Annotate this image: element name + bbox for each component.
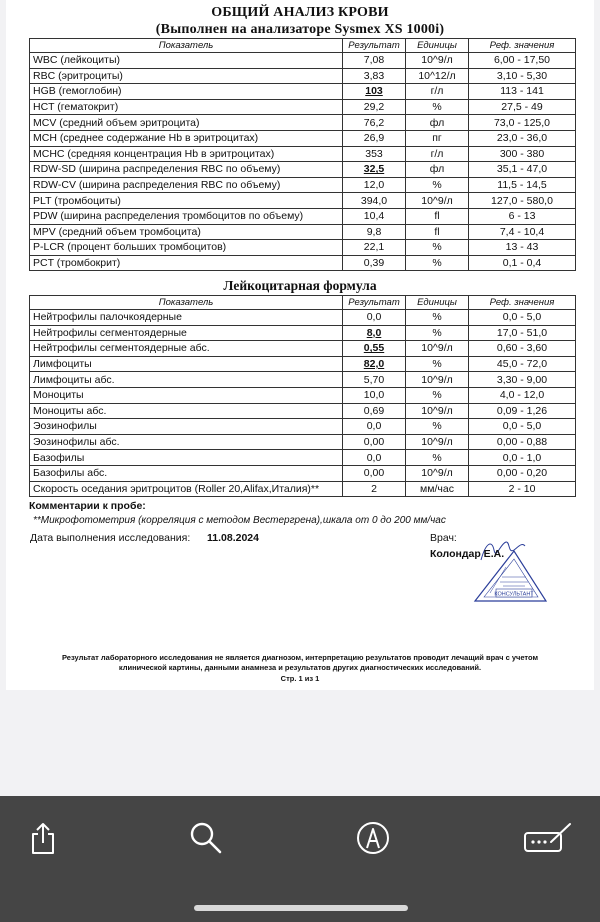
column-header-parameter: Показатель: [30, 39, 343, 53]
result-value: [343, 356, 406, 372]
reference-range: 0,0 - 5,0: [469, 419, 576, 435]
result-value: [343, 325, 406, 341]
result-value: 394,0: [343, 193, 406, 209]
table-row: [30, 310, 576, 326]
unit-value: мм/час: [406, 481, 469, 497]
unit-value: г/л: [406, 146, 469, 162]
reference-range: 0,0 - 1,0: [469, 450, 576, 466]
unit-value: fl: [406, 224, 469, 240]
parameter-name: Эозинофилы: [30, 419, 343, 435]
unit-value: %: [406, 356, 469, 372]
flagged-result: 82,0: [363, 358, 385, 371]
reference-range: 0,00 - 0,88: [469, 434, 576, 450]
reference-range: 3,10 - 5,30: [469, 68, 576, 84]
reference-range: 127,0 - 580,0: [469, 193, 576, 209]
parameter-name: MCHC (средняя концентрация Hb в эритроцитах): [30, 146, 343, 162]
unit-value: 10^12/л: [406, 68, 469, 84]
reference-range: 0,09 - 1,26: [469, 403, 576, 419]
unit-value: %: [406, 325, 469, 341]
column-header-result: Результат: [343, 296, 406, 310]
flagged-result: 8,0: [366, 326, 382, 339]
table-row: [30, 403, 576, 419]
column-header-parameter: Показатель: [30, 296, 343, 310]
cbc-table: [29, 38, 576, 271]
parameter-name: HCT (гематокрит): [30, 99, 343, 115]
reference-range: 45,0 - 72,0: [469, 356, 576, 372]
unit-value: %: [406, 310, 469, 326]
table-row: [30, 240, 576, 256]
table-row: [30, 387, 576, 403]
result-value: 2: [343, 481, 406, 497]
parameter-name: MPV (средний объем тромбоцита): [30, 224, 343, 240]
share-icon: [28, 821, 58, 855]
table-row: [30, 193, 576, 209]
result-value: 7,08: [343, 53, 406, 69]
table-row: [30, 450, 576, 466]
result-value: [343, 84, 406, 100]
result-value: 0,39: [343, 255, 406, 271]
signature-icon: [523, 821, 573, 855]
unit-value: %: [406, 240, 469, 256]
parameter-name: P-LCR (процент больших тромбоцитов): [30, 240, 343, 256]
footer-disclaimer-line2: клинической картины, данными анамнеза и результатов других диагностических исследований.: [118, 663, 482, 672]
parameter-name: MCH (среднее содержание Hb в эритроцитах): [30, 130, 343, 146]
unit-value: 10^9/л: [406, 434, 469, 450]
table-row: [30, 224, 576, 240]
table-row: [30, 84, 576, 100]
unit-value: fl: [406, 208, 469, 224]
reference-range: 11,5 - 14,5: [469, 177, 576, 193]
reference-range: 0,60 - 3,60: [469, 341, 576, 357]
result-value: 12,0: [343, 177, 406, 193]
parameter-name: RDW-CV (ширина распределения RBC по объему): [30, 177, 343, 193]
reference-range: 7,4 - 10,4: [469, 224, 576, 240]
result-value: [343, 341, 406, 357]
unit-value: 10^9/л: [406, 341, 469, 357]
doctor-label: Врач:: [430, 532, 457, 544]
markup-button[interactable]: [355, 820, 391, 856]
unit-value: 10^9/л: [406, 465, 469, 481]
flagged-result: 0,55: [363, 342, 385, 355]
column-header-units: Единицы: [406, 39, 469, 53]
share-button[interactable]: [25, 820, 61, 856]
column-header-reference: Реф. значения: [469, 296, 576, 310]
result-value: 0,00: [343, 465, 406, 481]
result-value: 22,1: [343, 240, 406, 256]
unit-value: 10^9/л: [406, 372, 469, 388]
result-value: 0,00: [343, 434, 406, 450]
reference-range: 23,0 - 36,0: [469, 130, 576, 146]
column-header-units: Единицы: [406, 296, 469, 310]
report-title: ОБЩИЙ АНАЛИЗ КРОВИ: [211, 5, 389, 20]
result-value: 0,69: [343, 403, 406, 419]
search-button[interactable]: [188, 820, 224, 856]
column-header-result: Результат: [343, 39, 406, 53]
report-subtitle: (Выполнен на анализаторе Sysmex XS 1000i): [155, 22, 445, 37]
parameter-name: Нейтрофилы сегментоядерные абс.: [30, 341, 343, 357]
parameter-name: Моноциты абс.: [30, 403, 343, 419]
unit-value: фл: [406, 115, 469, 131]
unit-value: г/л: [406, 84, 469, 100]
reference-range: 35,1 - 47,0: [469, 162, 576, 178]
table-row: [30, 53, 576, 69]
table-row: [30, 465, 576, 481]
parameter-name: Лимфоциты: [30, 356, 343, 372]
parameter-name: HGB (гемоглобин): [30, 84, 343, 100]
signature-button[interactable]: [523, 820, 573, 856]
unit-value: %: [406, 177, 469, 193]
result-value: 353: [343, 146, 406, 162]
reference-range: 300 - 380: [469, 146, 576, 162]
table-row: [30, 419, 576, 435]
reference-range: 27,5 - 49: [469, 99, 576, 115]
unit-value: фл: [406, 162, 469, 178]
unit-value: %: [406, 419, 469, 435]
home-indicator: [194, 905, 408, 911]
reference-range: 0,1 - 0,4: [469, 255, 576, 271]
reference-range: 2 - 10: [469, 481, 576, 497]
table-row: [30, 208, 576, 224]
parameter-name: Нейтрофилы палочкоядерные: [30, 310, 343, 326]
parameter-name: PDW (ширина распределения тромбоцитов по объему): [30, 208, 343, 224]
parameter-name: RDW-SD (ширина распределения RBC по объему): [30, 162, 343, 178]
reference-range: 6 - 13: [469, 208, 576, 224]
parameter-name: Лимфоциты абс.: [30, 372, 343, 388]
table-row: [30, 68, 576, 84]
table-row: [30, 325, 576, 341]
unit-value: %: [406, 450, 469, 466]
result-value: 0,0: [343, 419, 406, 435]
result-value: 10,0: [343, 387, 406, 403]
unit-value: 10^9/л: [406, 193, 469, 209]
reference-range: 13 - 43: [469, 240, 576, 256]
table-row: [30, 341, 576, 357]
unit-value: пг: [406, 130, 469, 146]
parameter-name: Базофилы: [30, 450, 343, 466]
table-row: [30, 115, 576, 131]
table-row: [30, 372, 576, 388]
table-row: [30, 162, 576, 178]
reference-range: 17,0 - 51,0: [469, 325, 576, 341]
result-value: 3,83: [343, 68, 406, 84]
table-row: [30, 356, 576, 372]
result-value: 0,0: [343, 310, 406, 326]
flagged-result: 32,5: [363, 163, 385, 176]
result-value: 5,70: [343, 372, 406, 388]
page-number: Стр. 1 из 1: [280, 674, 320, 683]
doctor-name: Колондар Е.А.: [430, 548, 505, 560]
reference-range: 4,0 - 12,0: [469, 387, 576, 403]
stamp-text: КОНСУЛЬТАНТ: [494, 591, 534, 598]
table-row: [30, 177, 576, 193]
reference-range: 6,00 - 17,50: [469, 53, 576, 69]
parameter-name: Базофилы абс.: [30, 465, 343, 481]
reference-range: 0,0 - 5,0: [469, 310, 576, 326]
result-value: 0,0: [343, 450, 406, 466]
footer-disclaimer-line1: Результат лабораторного исследования не является диагнозом, интерпретацию результатов проводит лечащий врач с учетом: [61, 653, 539, 662]
date-label: Дата выполнения исследования:: [30, 532, 191, 544]
parameter-name: WBC (лейкоциты): [30, 53, 343, 69]
parameter-name: Нейтрофилы сегментоядерные: [30, 325, 343, 341]
date-value: 11.08.2024: [207, 532, 259, 544]
column-header-reference: Реф. значения: [469, 39, 576, 53]
table-row: [30, 434, 576, 450]
table-row: [30, 99, 576, 115]
reference-range: 0,00 - 0,20: [469, 465, 576, 481]
table-row: [30, 146, 576, 162]
result-value: [343, 162, 406, 178]
parameter-name: MCV (средний объем эритроцита): [30, 115, 343, 131]
markup-icon: [356, 821, 390, 855]
parameter-name: Эозинофилы абс.: [30, 434, 343, 450]
parameter-name: Скорость оседания эритроцитов (Roller 20,Alifax,Италия)**: [30, 481, 343, 497]
leukocyte-table: [29, 295, 576, 497]
search-icon: [189, 821, 223, 855]
unit-value: %: [406, 255, 469, 271]
parameter-name: Моноциты: [30, 387, 343, 403]
comments-text: **Микрофотометрия (корреляция с методом Вестергрена),шкала от 0 до 200 мм/час: [33, 515, 446, 526]
leukocyte-formula-title: Лейкоцитарная формула: [223, 278, 377, 293]
unit-value: %: [406, 99, 469, 115]
unit-value: 10^9/л: [406, 403, 469, 419]
reference-range: 113 - 141: [469, 84, 576, 100]
reference-range: 73,0 - 125,0: [469, 115, 576, 131]
result-value: 76,2: [343, 115, 406, 131]
result-value: 10,4: [343, 208, 406, 224]
result-value: 9,8: [343, 224, 406, 240]
reference-range: 3,30 - 9,00: [469, 372, 576, 388]
table-row: [30, 481, 576, 497]
flagged-result: 103: [365, 85, 383, 98]
result-value: 26,9: [343, 130, 406, 146]
bottom-toolbar: [0, 796, 600, 922]
unit-value: %: [406, 387, 469, 403]
parameter-name: PCT (тромбокрит): [30, 255, 343, 271]
unit-value: 10^9/л: [406, 53, 469, 69]
table-row: [30, 130, 576, 146]
parameter-name: PLT (тромбоциты): [30, 193, 343, 209]
comments-heading: Комментарии к пробе:: [29, 500, 146, 512]
table-row: [30, 255, 576, 271]
parameter-name: RBC (эритроциты): [30, 68, 343, 84]
result-value: 29,2: [343, 99, 406, 115]
